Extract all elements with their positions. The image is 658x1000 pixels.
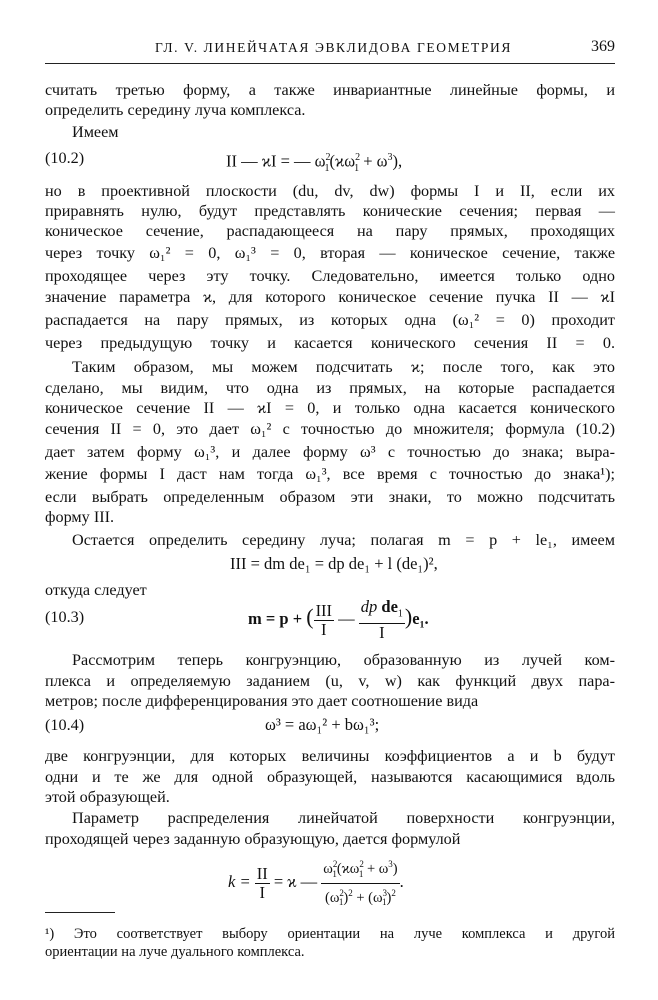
text-line: через предыдущую точку и касается конического сечения II = 0. bbox=[45, 334, 615, 352]
text-line: сделано, мы видим, что одна из прямых, на которые распадается bbox=[45, 379, 615, 397]
equation-tail: ), bbox=[392, 151, 403, 171]
text-line: плекса и определяемую заданием (u, v, w) как функций двух пара- bbox=[45, 672, 615, 690]
running-header bbox=[45, 38, 615, 62]
equation-lhs: m = p + bbox=[248, 609, 303, 628]
page-number: 369 bbox=[591, 38, 615, 55]
text-line: приравнять нулю, будут представлять конические сечения; первая — bbox=[45, 202, 615, 220]
text-line: сечения II = 0, это дает ω₁² с точностью до множителя; формула (10.2) bbox=[45, 420, 615, 438]
footnote-line: ориентации на луче дуального комплекса. bbox=[45, 944, 305, 960]
text-line: Остается определить середину луча; полагая m = p + le₁, имеем bbox=[72, 531, 615, 549]
text-line: коническое сечение, распадающееся на пару прямых, проходящих bbox=[45, 222, 615, 240]
text-line: если выбрать определенным образом эти знаки, то можно подсчитать bbox=[45, 488, 615, 506]
equation-number: (10.4) bbox=[45, 716, 85, 734]
footnote-rule bbox=[45, 912, 115, 913]
footnote-line: ¹) Это соответствует выбору ориентации на луче комплекса и другой bbox=[45, 926, 615, 942]
text-line: метров; после дифференцирования это дает соотношение вида bbox=[45, 692, 479, 710]
equation-10-3: m = p + ( $\frac{\text{III}}{I}$ — $\frac{dp de_1}{I}$ )e₁. bbox=[248, 597, 429, 643]
text-line: коническое сечение II — ϰI = 0, и только одна касается конического bbox=[45, 399, 615, 417]
text-line: Таким образом, мы можем подсчитать ϰ; после того, как это bbox=[72, 358, 615, 376]
text-line: дает затем форму ω₁³, и далее форму ω³ с точностью до знака; выра- bbox=[45, 443, 615, 461]
equation-lhs: II — ϰI = — ω bbox=[226, 151, 326, 171]
text-line: этой образующей. bbox=[45, 788, 170, 806]
text-line: проходящее через эту точку. Следовательно, имеется только одно bbox=[45, 267, 615, 285]
equation-number: (10.3) bbox=[45, 608, 85, 626]
text-line: Рассмотрим теперь конгруэнцию, образованную из лучей ком- bbox=[72, 651, 615, 669]
text-line: распадается на пару прямых, из которых одна (ω₁² = 0) проходит bbox=[45, 311, 615, 329]
text-line: проходящей через заданную образующую, дается формулой bbox=[45, 830, 461, 848]
equation-number: (10.2) bbox=[45, 149, 85, 167]
equation-k: k = $\frac{II}{I}$ = ϰ — $\frac{\omega^2_1(ϰ\omega^2_1 + \omega^3)}{(\omega^2_1)^2 + (\omega^3_1)^2}$ . bbox=[228, 855, 404, 911]
text-line: но в проективной плоскости (du, dv, dw) формы I и II, если их bbox=[45, 182, 615, 200]
text-line: через точку ω₁² = 0, ω₁³ = 0, вторая — коническое сечение, также bbox=[45, 244, 615, 262]
text-line: две конгруэнции, для которых величины коэффициентов a и b будут bbox=[45, 747, 615, 765]
text-line: форму III. bbox=[45, 508, 115, 526]
equation-III: III = dm de₁ = dp de₁ + l (de₁)², bbox=[230, 554, 438, 573]
text-line: определить середину луча комплекса. bbox=[45, 101, 306, 119]
equation-10-4: ω³ = aω₁² + bω₁³; bbox=[265, 715, 380, 734]
text-line: Имеем bbox=[72, 123, 119, 141]
text-line: значение параметра ϰ, для которого коническое сечение пучка II — ϰI bbox=[45, 288, 615, 306]
equation-tail: e₁. bbox=[412, 609, 429, 628]
text-line: откуда следует bbox=[45, 581, 147, 599]
text-line: Параметр распределения линейчатой поверхности конгруэнции, bbox=[72, 809, 615, 827]
chapter-title: ГЛ. V. ЛИНЕЙЧАТАЯ ЭВКЛИДОВА ГЕОМЕТРИЯ bbox=[155, 40, 512, 55]
header-rule bbox=[45, 63, 615, 64]
equation-lhs: k = bbox=[228, 872, 251, 891]
equation-10-2: II — ϰI = — $\omega^2_1(ϰ\omega^2_1 + \omega^3)$, bbox=[226, 151, 403, 174]
text-line: жение формы I даст нам тогда ω₁³, все время с точностью до знака¹); bbox=[45, 465, 615, 483]
text-line: одни и те же для одной образующей, называются касающимися вдоль bbox=[45, 768, 615, 786]
text-line: считать третью форму, а также инвариантные линейные формы, и bbox=[45, 81, 615, 99]
equation-mid: = ϰ — bbox=[273, 872, 318, 891]
